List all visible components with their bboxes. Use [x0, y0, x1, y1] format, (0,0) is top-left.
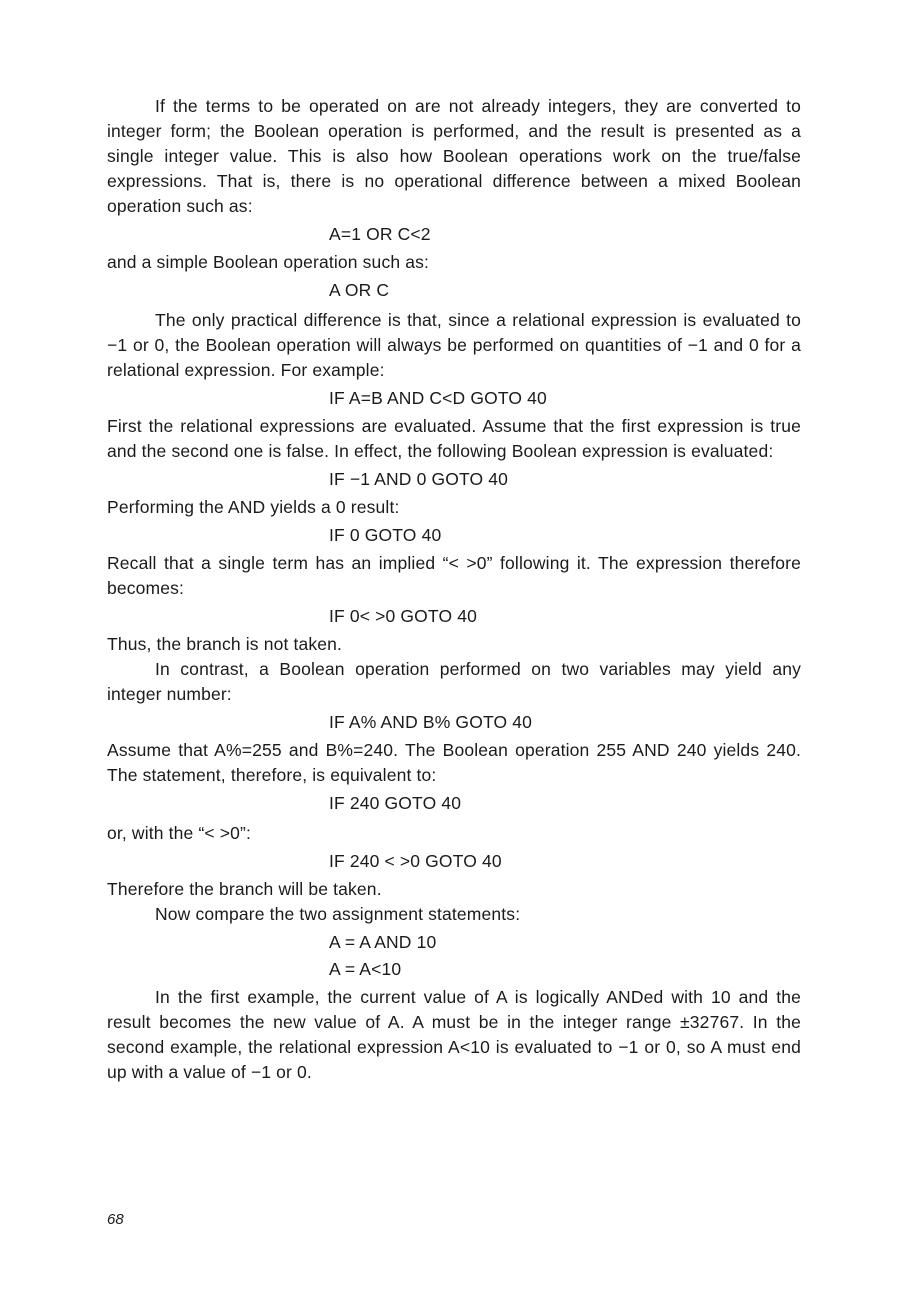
paragraph-evaluation: First the relational expressions are evaluated. Assume that the first expression is true and the second one is false. In effect, the following Boolean expression is evaluated:	[107, 416, 801, 461]
paragraph-contrast: In contrast, a Boolean operation performed on two variables may yield any integer number:	[107, 659, 801, 704]
paragraph-branch-not-taken: Thus, the branch is not taken.	[107, 634, 343, 654]
code-mixed-boolean: A=1 OR C<2	[329, 224, 431, 244]
paragraph-assume-values: Assume that A%=255 and B%=240. The Boolean operation 255 AND 240 yields 240. The statement, therefore, is equivalent to:	[107, 740, 801, 785]
code-zero-result: IF 0 GOTO 40	[329, 525, 442, 545]
code-relational-example: IF A=B AND C<D GOTO 40	[329, 388, 547, 408]
paragraph-practical-difference: The only practical difference is that, since a relational expression is evaluated to −1 or 0, the Boolean operation will always be performed on quantities of −1 and 0 for a relational expression. For example:	[107, 310, 801, 380]
paragraph-with-implied: or, with the “< >0”:	[107, 823, 252, 843]
paragraph-branch-taken: Therefore the branch will be taken.	[107, 879, 382, 899]
paragraph-compare-assignments: Now compare the two assignment statements:	[155, 904, 521, 924]
paragraph-implied-test: Recall that a single term has an implied “< >0” following it. The expression therefore becomes:	[107, 553, 801, 598]
code-implied-test: IF 0< >0 GOTO 40	[329, 606, 477, 626]
code-equivalent-statement: IF 240 GOTO 40	[329, 793, 462, 813]
code-simple-boolean: A OR C	[329, 280, 390, 300]
code-evaluated-expression: IF −1 AND 0 GOTO 40	[329, 469, 509, 489]
paragraph-boolean-conversion: If the terms to be operated on are not already integers, they are converted to integer form; the Boolean operation is performed, and the result is presented as a single integer value. This is also how Boolean operations work on the true/false expressions. That is, there is no operational difference between a mixed Boolean operation such as:	[107, 96, 801, 216]
code-explicit-test: IF 240 < >0 GOTO 40	[329, 851, 502, 871]
paragraph-assignment-explanation: In the first example, the current value of A is logically ANDed with 10 and the result becomes the new value of A. A must be in the integer range ±32767. In the second example, the relational expression A<10 is evaluated to −1 or 0, so A must end up with a value of −1 or 0.	[107, 987, 801, 1082]
paragraph-simple-boolean-intro: and a simple Boolean operation such as:	[107, 252, 430, 272]
page-number: 68	[107, 1211, 124, 1228]
page-body	[107, 94, 801, 1085]
code-assignment-and: A = A AND 10	[329, 932, 437, 952]
code-assignment-relational: A = A<10	[329, 959, 402, 979]
code-variable-boolean: IF A% AND B% GOTO 40	[329, 712, 533, 732]
paragraph-and-result: Performing the AND yields a 0 result:	[107, 497, 400, 517]
